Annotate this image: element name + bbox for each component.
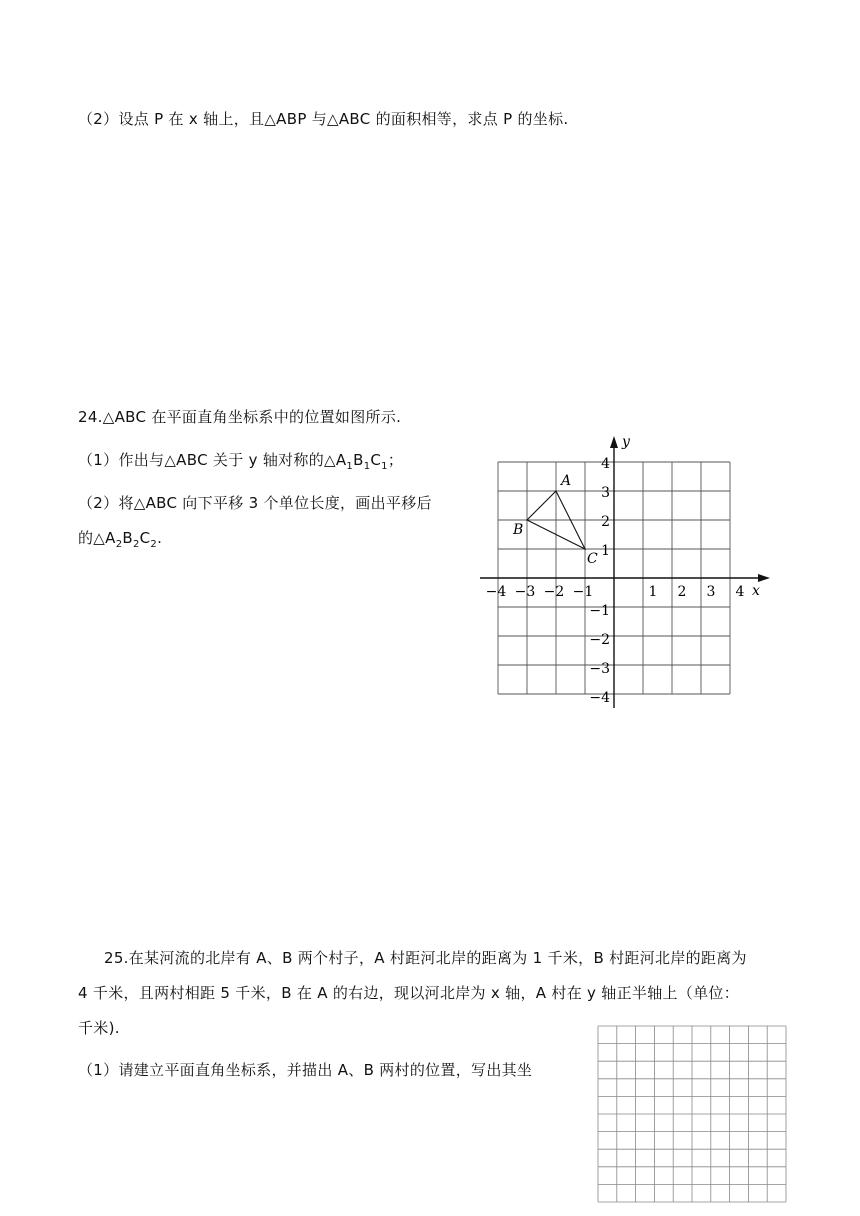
point-label-c: C xyxy=(587,551,598,567)
q23-part2-text: （2）设点 P 在 x 轴上，且△ABP 与△ABC 的面积相等，求点 P 的坐标. xyxy=(78,110,569,128)
y-axis-arrow xyxy=(610,436,618,448)
q24-tick-labels xyxy=(486,456,745,706)
y-tick-label: −1 xyxy=(589,603,610,619)
y-tick-label: −4 xyxy=(589,690,610,706)
y-tick-label: 3 xyxy=(601,485,610,501)
q25-part1-text: （1）请建立平面直角坐标系，并描出 A、B 两村的位置，写出其坐 xyxy=(78,1061,533,1079)
x-tick-label: −4 xyxy=(485,584,507,600)
q25-text-line3: 千米). xyxy=(78,1019,120,1037)
x-tick-label: 1 xyxy=(648,584,658,600)
q25-blank-grid xyxy=(596,1024,788,1204)
x-tick-label: 4 xyxy=(735,584,745,600)
q25-text-line2: 4 千米，且两村相距 5 千米，B 在 A 的右边，现以河北岸为 x 轴，A 村在 y 轴正半轴上（单位： xyxy=(78,984,740,1002)
y-tick-label: 4 xyxy=(601,456,610,472)
y-tick-label: −3 xyxy=(589,661,610,677)
q24-part2-text-line2: 的$\triangle A_2B_2C_2$. xyxy=(78,529,163,550)
y-tick-label: 1 xyxy=(601,543,610,559)
y-tick-label: −2 xyxy=(589,632,610,648)
point-label-a: A xyxy=(561,473,572,489)
q24-stem-text: 24.△ABC 在平面直角坐标系中的位置如图所示. xyxy=(78,408,402,426)
q24-part1-text: （1）作出与△ABC 关于 y 轴对称的$\triangle A_1B_1C_1$； xyxy=(78,451,404,472)
q25-text-line1: 25.在某河流的北岸有 A、B 两个村子，A 村距河北岸的距离为 1 千米，B 村距河北岸的距离为 xyxy=(104,949,747,967)
x-tick-label: −1 xyxy=(572,584,594,600)
y-tick-label: 2 xyxy=(601,514,610,530)
x-tick-label: 2 xyxy=(677,584,687,600)
y-axis-label: y xyxy=(622,434,630,450)
q24-part2-text-line1: （2）将△ABC 向下平移 3 个单位长度，画出平移后 xyxy=(78,494,432,512)
point-label-b: B xyxy=(513,522,524,538)
q24-axes xyxy=(480,434,770,708)
x-tick-label: −2 xyxy=(543,584,565,600)
x-tick-label: −3 xyxy=(514,584,536,600)
x-axis-arrow xyxy=(758,574,770,582)
x-tick-label: 3 xyxy=(706,584,716,600)
x-axis-label: x xyxy=(752,583,760,599)
q24-coordinate-figure xyxy=(478,432,778,722)
